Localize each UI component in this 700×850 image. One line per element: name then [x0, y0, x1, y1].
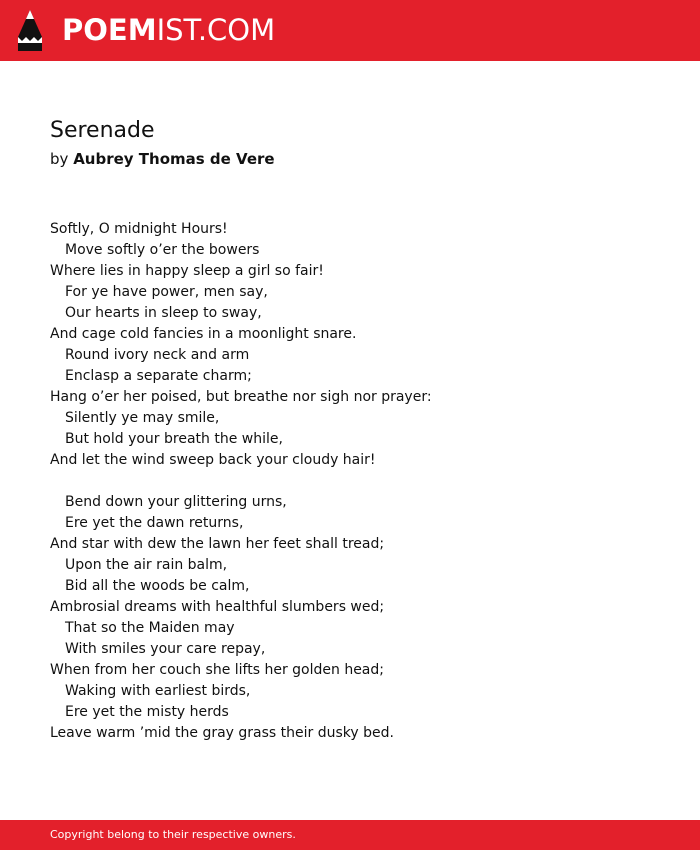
poem-line: When from her couch she lifts her golden head; [50, 662, 384, 678]
poem-title: Serenade [50, 118, 155, 143]
logo-text-light: IST.COM [156, 13, 276, 47]
by-label: by [50, 150, 69, 168]
poem-line: That so the Maiden may [65, 620, 235, 636]
copyright-text: Copyright belong to their respective owners. [50, 828, 296, 841]
poem-line: And star with dew the lawn her feet shall tread; [50, 536, 385, 552]
poem-line: Bend down your glittering urns, [65, 494, 287, 510]
poem-line: With smiles your care repay, [65, 641, 266, 657]
poem-line: Our hearts in sleep to sway, [65, 305, 262, 321]
site-logo[interactable] [62, 12, 275, 48]
poem-line: Enclasp a separate charm; [65, 368, 252, 384]
poem-line: Waking with earliest birds, [65, 683, 251, 699]
poem-line: And let the wind sweep back your cloudy hair! [50, 452, 376, 468]
poem-line: Silently ye may smile, [65, 410, 220, 426]
poem-line: For ye have power, men say, [65, 284, 268, 300]
poem-line: But hold your breath the while, [65, 431, 283, 447]
poem-author: Aubrey Thomas de Vere [73, 150, 275, 168]
poem-line: Upon the air rain balm, [65, 557, 228, 573]
poem-body [50, 219, 670, 744]
poem-line: Ambrosial dreams with healthful slumbers wed; [50, 599, 385, 615]
poem-byline [50, 149, 275, 169]
logo-text-bold: POEM [62, 13, 157, 47]
pencil-tip-icon[interactable] [18, 10, 42, 51]
site-header [0, 0, 700, 61]
poem-line: Hang o’er her poised, but breathe nor sigh nor prayer: [50, 389, 432, 405]
poem-line: Leave warm ’mid the gray grass their dusky bed. [50, 725, 394, 741]
poem-line: Where lies in happy sleep a girl so fair! [50, 263, 324, 279]
poem-line: Round ivory neck and arm [65, 347, 250, 363]
poem-line: Softly, O midnight Hours! [50, 221, 228, 237]
stanza-break [50, 471, 670, 492]
poem-line: And cage cold fancies in a moonlight snare. [50, 326, 357, 342]
poem-line: Move softly o’er the bowers [65, 242, 260, 258]
site-footer [0, 820, 700, 850]
poem-line: Ere yet the misty herds [65, 704, 229, 720]
poem-line: Bid all the woods be calm, [65, 578, 250, 594]
poem-line: Ere yet the dawn returns, [65, 515, 244, 531]
